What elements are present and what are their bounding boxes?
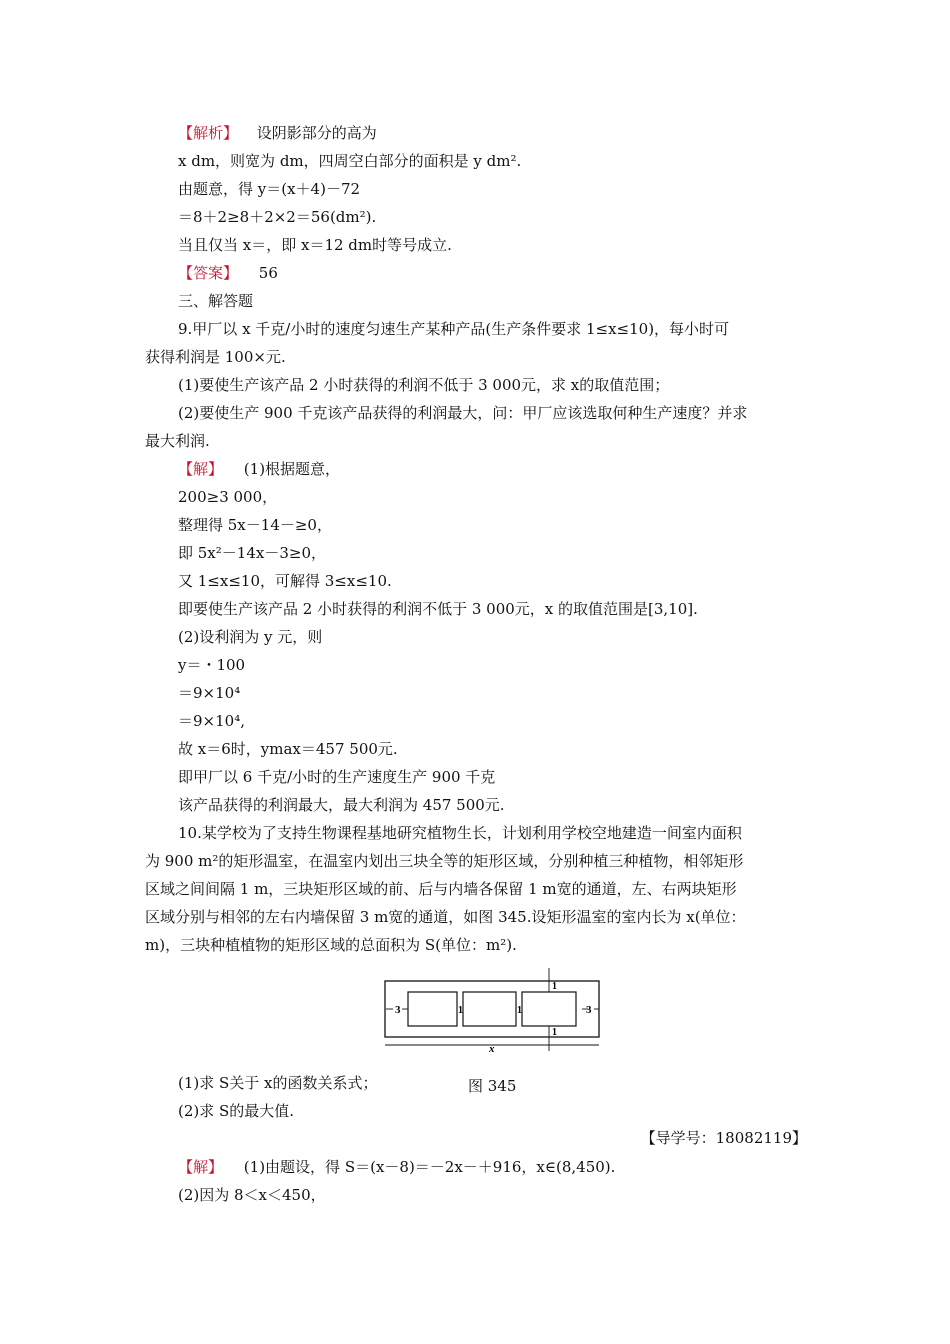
planting-region-2 bbox=[463, 992, 516, 1026]
solution10-line-2: (2)因为 8＜x＜450， bbox=[178, 1186, 326, 1204]
solution9-line-5: 又 1≤x≤10，可解得 3≤x≤10. bbox=[178, 572, 392, 590]
answer-label: 【答案】 bbox=[178, 264, 239, 282]
greenhouse-diagram bbox=[383, 965, 601, 1053]
q10-line-3: 区域之间间隔 1 m，三块矩形区域的前、后与内墙各保留 1 m宽的通道，左、右两块矩形 bbox=[145, 880, 737, 898]
analysis-line-5: 当且仅当 x＝，即 x＝12 dm时等号成立. bbox=[178, 236, 452, 254]
q9-line-5: 最大利润. bbox=[145, 432, 210, 450]
solution9-line-11: 故 x＝6时，ymax＝457 500元. bbox=[178, 740, 398, 758]
solution9-line-12: 即甲厂以 6 千克/小时的生产速度生产 900 千克 bbox=[178, 768, 496, 786]
answer-line bbox=[178, 263, 278, 283]
greenhouse-outer-wall bbox=[385, 981, 599, 1037]
q9-line-4: (2)要使生产 900 千克该产品获得的利润最大，问：甲厂应该选取何种生产速度？并求 bbox=[178, 404, 748, 422]
solution9-line-13: 该产品获得的利润最大，最大利润为 457 500元. bbox=[178, 796, 505, 814]
solution-label: 【解】 bbox=[178, 460, 224, 478]
label-gap-1: 1 bbox=[458, 1005, 463, 1016]
q10-line-1: 10.某学校为了支持生物课程基地研究植物生长，计划利用学校空地建造一间室内面积 bbox=[178, 824, 742, 842]
section-heading: 三、解答题 bbox=[178, 292, 254, 310]
analysis-line-1: 【解析】 设阴影部分的高为 bbox=[178, 124, 377, 142]
label-right-3: 3 bbox=[586, 1004, 592, 1016]
solution9-line-4: 即 5x²－14x－3≥0， bbox=[178, 544, 326, 562]
analysis-label: 【解析】 bbox=[178, 124, 239, 142]
figure-caption: 图 345 bbox=[468, 1077, 517, 1095]
label-left-3: 3 bbox=[395, 1004, 401, 1016]
solution9-line-3: 整理得 5x－14－≥0， bbox=[178, 516, 332, 534]
solution9-line-2: 200≥3 000， bbox=[178, 488, 278, 506]
label-x: x bbox=[489, 1043, 495, 1053]
label-top-1: 1 bbox=[552, 981, 557, 992]
planting-region-3 bbox=[522, 992, 576, 1026]
answer-value: 56 bbox=[258, 264, 278, 282]
q10-line-2: 为 900 m²的矩形温室，在温室内划出三块全等的矩形区域，分别种植三种植物，相邻矩形 bbox=[145, 852, 744, 870]
analysis-line-2: x dm，则宽为 dm，四周空白部分的面积是 y dm². bbox=[178, 152, 522, 170]
q10-subq-1: (1)求 S关于 x的函数关系式； bbox=[178, 1074, 378, 1092]
solution2-label: 【解】 bbox=[178, 1158, 224, 1176]
q9-line-3: (1)要使生产该产品 2 小时获得的利润不低于 3 000元，求 x的取值范围； bbox=[178, 376, 670, 394]
label-bottom-1: 1 bbox=[552, 1027, 557, 1038]
guide-number: 【导学号：18082119】 bbox=[640, 1129, 807, 1147]
solution9-line-8: y＝・100 bbox=[178, 656, 246, 674]
analysis-line-3: 由题意，得 y＝(x＋4)－72 bbox=[178, 180, 361, 198]
solution10-line-1: 【解】 (1)由题设，得 S＝(x－8)＝－2x－＋916，x∈(8,450). bbox=[178, 1158, 616, 1176]
analysis-line-4: ＝8＋2≥8＋2×2＝56(dm²). bbox=[178, 208, 377, 226]
q9-line-1: 9.甲厂以 x 千克/小时的速度匀速生产某种产品(生产条件要求 1≤x≤10)，每小时可 bbox=[178, 320, 730, 338]
label-gap-2: 1 bbox=[517, 1005, 522, 1016]
solution9-line-1: 【解】 (1)根据题意， bbox=[178, 460, 341, 478]
solution9-line-6: 即要使生产该产品 2 小时获得的利润不低于 3 000元，x 的取值范围是[3,10]. bbox=[178, 600, 698, 618]
q10-line-4: 区域分别与相邻的左右内墙保留 3 m宽的通道，如图 345.设矩形温室的室内长为 x(单位： bbox=[145, 908, 746, 926]
solution9-line-10: ＝9×10⁴, bbox=[178, 712, 245, 730]
solution9-line-7: (2)设利润为 y 元，则 bbox=[178, 628, 323, 646]
planting-region-1 bbox=[408, 992, 457, 1026]
q10-line-5: m)，三块种植植物的矩形区域的总面积为 S(单位：m²). bbox=[145, 936, 517, 954]
q9-line-2: 获得利润是 100×元. bbox=[145, 348, 286, 366]
solution9-line-9: ＝9×10⁴ bbox=[178, 684, 241, 702]
q10-subq-2: (2)求 S的最大值. bbox=[178, 1102, 295, 1120]
